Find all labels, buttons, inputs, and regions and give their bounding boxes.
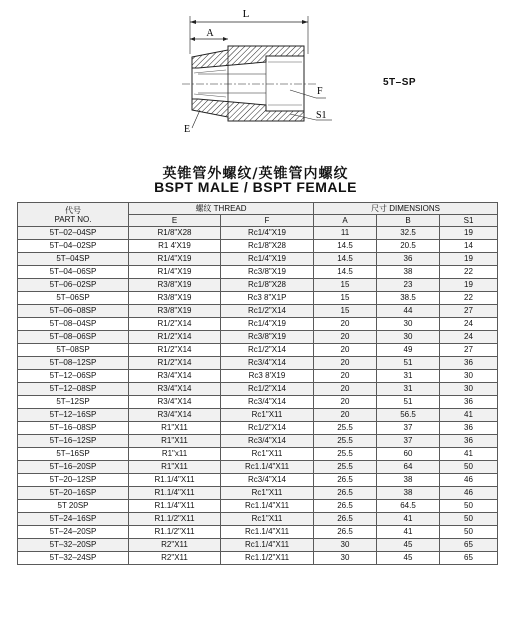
thread-e-cell: R3/8"X19 [129,279,221,292]
thread-f-cell: Rc3 8'X19 [221,370,314,383]
dimension-b-cell: 30 [377,331,440,344]
part-number-cell: 5T–32–20SP [18,539,129,552]
dimension-s1-cell: 50 [440,513,498,526]
thread-e-cell: R1.1/4"X11 [129,500,221,513]
dimension-b-cell: 23 [377,279,440,292]
part-number-header-en: PART NO. [54,214,92,224]
thread-e-cell: R1"X11 [129,461,221,474]
part-number-cell: 5T–06–02SP [18,279,129,292]
dimension-b-cell: 44 [377,305,440,318]
dimension-b-cell: 31 [377,383,440,396]
dimension-b-cell: 32.5 [377,227,440,240]
table-row [18,266,498,279]
thread-e-cell: R2"X11 [129,539,221,552]
table-row [18,227,498,240]
thread-e-cell: R1/4"X19 [129,253,221,266]
column-header-a: A [314,215,377,227]
thread-f-cell: Rc1.1/4"X11 [221,500,314,513]
dimension-b-cell: 60 [377,448,440,461]
thread-e-cell: R3/4"X14 [129,396,221,409]
table-row [18,331,498,344]
thread-f-cell: Rc3/4"X14 [221,357,314,370]
table-row [18,305,498,318]
table-row [18,461,498,474]
dimension-a-cell: 11 [314,227,377,240]
thread-e-cell: R3/4"X14 [129,370,221,383]
dimension-s1-cell: 41 [440,409,498,422]
dimension-a-cell: 25.5 [314,448,377,461]
thread-f-cell: Rc1"X11 [221,409,314,422]
part-number-cell: 5T–16SP [18,448,129,461]
s1-label: S1 [316,110,327,121]
column-header-f: F [221,215,314,227]
part-number-cell: 5T–20–12SP [18,474,129,487]
thread-f-cell: Rc1"X11 [221,448,314,461]
thread-e-cell: R1"x11 [129,448,221,461]
table-row [18,279,498,292]
dimension-b-cell: 30 [377,318,440,331]
dimension-b-cell: 45 [377,552,440,565]
thread-e-cell: R1 4'X19 [129,240,221,253]
table-row [18,253,498,266]
thread-header: 螺纹 THREAD [129,203,314,215]
part-number-cell: 5T–16–20SP [18,461,129,474]
thread-f-cell: Rc1/4"X19 [221,227,314,240]
dimension-s1-cell: 22 [440,266,498,279]
dimension-s1-cell: 36 [440,422,498,435]
table-row [18,396,498,409]
dimension-a-cell: 20 [314,357,377,370]
dimension-a-cell: 15 [314,279,377,292]
e-label: E [184,124,191,135]
model-code: 5T–SP [383,77,417,88]
dimension-b-cell: 64.5 [377,500,440,513]
title-english: BSPT MALE / BSPT FEMALE [154,179,357,195]
column-header-e: E [129,215,221,227]
dimension-s1-cell: 41 [440,448,498,461]
thread-f-cell: Rc3/8"X19 [221,266,314,279]
part-number-cell: 5T–04SP [18,253,129,266]
dimension-b-cell: 41 [377,526,440,539]
dimension-s1-cell: 24 [440,331,498,344]
table-row [18,344,498,357]
table-row [18,513,498,526]
f-label: F [317,86,323,97]
dimension-a-cell: 20 [314,370,377,383]
dimension-b-cell: 36 [377,253,440,266]
dimension-s1-cell: 50 [440,461,498,474]
dimension-s1-cell: 27 [440,305,498,318]
dimension-s1-cell: 22 [440,292,498,305]
thread-e-cell: R1/2"X14 [129,357,221,370]
dimension-a-cell: 30 [314,539,377,552]
dimension-b-cell: 51 [377,357,440,370]
dimension-a-cell: 25.5 [314,435,377,448]
dimension-s1-cell: 19 [440,227,498,240]
part-number-cell: 5T–04–06SP [18,266,129,279]
table-row [18,474,498,487]
thread-e-cell: R2"X11 [129,552,221,565]
table-row [18,526,498,539]
dimension-b-cell: 20.5 [377,240,440,253]
table-row [18,318,498,331]
dimension-b-cell: 49 [377,344,440,357]
thread-e-cell: R1.1/2"X11 [129,526,221,539]
thread-f-cell: Rc1/2"X14 [221,344,314,357]
thread-e-cell: R1/2"X14 [129,331,221,344]
dimension-a-cell: 26.5 [314,500,377,513]
part-number-cell: 5T–12–16SP [18,409,129,422]
dimension-a-cell: 25.5 [314,422,377,435]
thread-f-cell: Rc1.1/2"X11 [221,552,314,565]
dimension-a-cell: 25.5 [314,461,377,474]
part-number-cell: 5T–08–06SP [18,331,129,344]
table-row [18,292,498,305]
thread-f-cell: Rc3/4"X14 [221,396,314,409]
thread-f-cell: Rc1"X11 [221,513,314,526]
dimension-s1-cell: 36 [440,435,498,448]
thread-e-cell: R1/2"X14 [129,318,221,331]
part-number-cell: 5T–24–16SP [18,513,129,526]
thread-f-cell: Rc1/4"X19 [221,253,314,266]
length-label: L [242,8,250,20]
a-label: A [206,28,214,39]
table-row [18,409,498,422]
table-row [18,422,498,435]
thread-e-cell: R3/4"X14 [129,409,221,422]
table-row [18,383,498,396]
table-row [18,370,498,383]
thread-f-cell: Rc1/8"X28 [221,240,314,253]
dimension-s1-cell: 27 [440,344,498,357]
table-row [18,552,498,565]
specification-table [17,202,498,565]
thread-f-cell: Rc1/2"X14 [221,422,314,435]
dimension-b-cell: 41 [377,513,440,526]
part-number-cell: 5T–08–04SP [18,318,129,331]
part-number-cell: 5T–08–12SP [18,357,129,370]
thread-f-cell: Rc1/8"X28 [221,279,314,292]
thread-e-cell: R1.1/2"X11 [129,513,221,526]
dimension-a-cell: 15 [314,292,377,305]
dimension-s1-cell: 50 [440,500,498,513]
dimension-s1-cell: 24 [440,318,498,331]
dimension-a-cell: 20 [314,318,377,331]
dimension-s1-cell: 50 [440,526,498,539]
dimension-a-cell: 20 [314,344,377,357]
thread-f-cell: Rc1.1/4"X11 [221,539,314,552]
dimension-b-cell: 37 [377,422,440,435]
dimension-s1-cell: 30 [440,383,498,396]
thread-e-cell: R1/2"X14 [129,344,221,357]
thread-e-cell: R3/8"X19 [129,292,221,305]
dimension-b-cell: 38 [377,266,440,279]
dimension-a-cell: 14.5 [314,240,377,253]
part-number-cell: 5T–06–08SP [18,305,129,318]
part-number-cell: 5T–16–08SP [18,422,129,435]
title-chinese: 英锥管外螺纹/英锥管内螺纹 [162,166,349,182]
table-row [18,500,498,513]
thread-f-cell: Rc3/8"X19 [221,331,314,344]
dimension-s1-cell: 46 [440,487,498,500]
part-number-cell: 5T–24–20SP [18,526,129,539]
thread-f-cell: Rc1.1/4"X11 [221,526,314,539]
dimension-b-cell: 38 [377,487,440,500]
dimension-a-cell: 30 [314,552,377,565]
dimension-a-cell: 26.5 [314,513,377,526]
dimension-a-cell: 26.5 [314,526,377,539]
part-number-cell: 5T–08SP [18,344,129,357]
table-row [18,435,498,448]
dimension-s1-cell: 46 [440,474,498,487]
thread-e-cell: R1"X11 [129,422,221,435]
table-row [18,448,498,461]
dimension-b-cell: 51 [377,396,440,409]
part-number-cell: 5T–16–12SP [18,435,129,448]
dimension-s1-cell: 14 [440,240,498,253]
thread-e-cell: R1/4"X19 [129,266,221,279]
dimension-b-cell: 45 [377,539,440,552]
dimension-s1-cell: 30 [440,370,498,383]
dimension-b-cell: 37 [377,435,440,448]
thread-f-cell: Rc1"X11 [221,487,314,500]
thread-f-cell: Rc1/2"X14 [221,305,314,318]
thread-e-cell: R1/8"X28 [129,227,221,240]
thread-f-cell: Rc1/2"X14 [221,383,314,396]
table-row [18,240,498,253]
part-number-cell: 5T–12–06SP [18,370,129,383]
part-number-cell: 5T 20SP [18,500,129,513]
dimension-a-cell: 20 [314,396,377,409]
dimension-b-cell: 64 [377,461,440,474]
part-number-cell: 5T–20–16SP [18,487,129,500]
dimension-b-cell: 31 [377,370,440,383]
dimension-a-cell: 26.5 [314,487,377,500]
dimension-a-cell: 15 [314,305,377,318]
thread-e-cell: R1.1/4"X11 [129,474,221,487]
dimension-s1-cell: 65 [440,552,498,565]
dimensions-header: 尺寸 DIMENSIONS [314,203,498,215]
table-row [18,357,498,370]
dimension-s1-cell: 36 [440,396,498,409]
dimension-b-cell: 56.5 [377,409,440,422]
thread-f-cell: Rc3 8"X1P [221,292,314,305]
part-number-cell: 5T–32–24SP [18,552,129,565]
dimension-a-cell: 20 [314,331,377,344]
column-header-b: B [377,215,440,227]
part-number-header-cn: 代号 [65,205,81,215]
part-number-cell: 5T–04–02SP [18,240,129,253]
thread-f-cell: Rc3/4"X14 [221,474,314,487]
table-row [18,487,498,500]
thread-f-cell: Rc1/4"X19 [221,318,314,331]
part-number-cell: 5T–02–04SP [18,227,129,240]
dimension-a-cell: 26.5 [314,474,377,487]
fitting-cross-section-drawing [170,2,350,136]
thread-f-cell: Rc1.1/4"X11 [221,461,314,474]
dimension-s1-cell: 19 [440,253,498,266]
dimension-b-cell: 38.5 [377,292,440,305]
dimension-s1-cell: 19 [440,279,498,292]
column-header-s1: S1 [440,215,498,227]
table-row [18,539,498,552]
thread-e-cell: R3/8"X19 [129,305,221,318]
dimension-s1-cell: 36 [440,357,498,370]
specification-table-body [18,227,498,565]
dimension-a-cell: 14.5 [314,253,377,266]
part-number-cell: 5T–06SP [18,292,129,305]
dimension-b-cell: 38 [377,474,440,487]
dimension-a-cell: 14.5 [314,266,377,279]
thread-e-cell: R1.1/4"X11 [129,487,221,500]
thread-e-cell: R1"X11 [129,435,221,448]
dimension-s1-cell: 65 [440,539,498,552]
dimension-a-cell: 20 [314,409,377,422]
part-number-cell: 5T–12–08SP [18,383,129,396]
thread-f-cell: Rc3/4"X14 [221,435,314,448]
dimension-a-cell: 20 [314,383,377,396]
thread-e-cell: R3/4"X14 [129,383,221,396]
part-number-header [18,203,129,227]
part-number-cell: 5T–12SP [18,396,129,409]
